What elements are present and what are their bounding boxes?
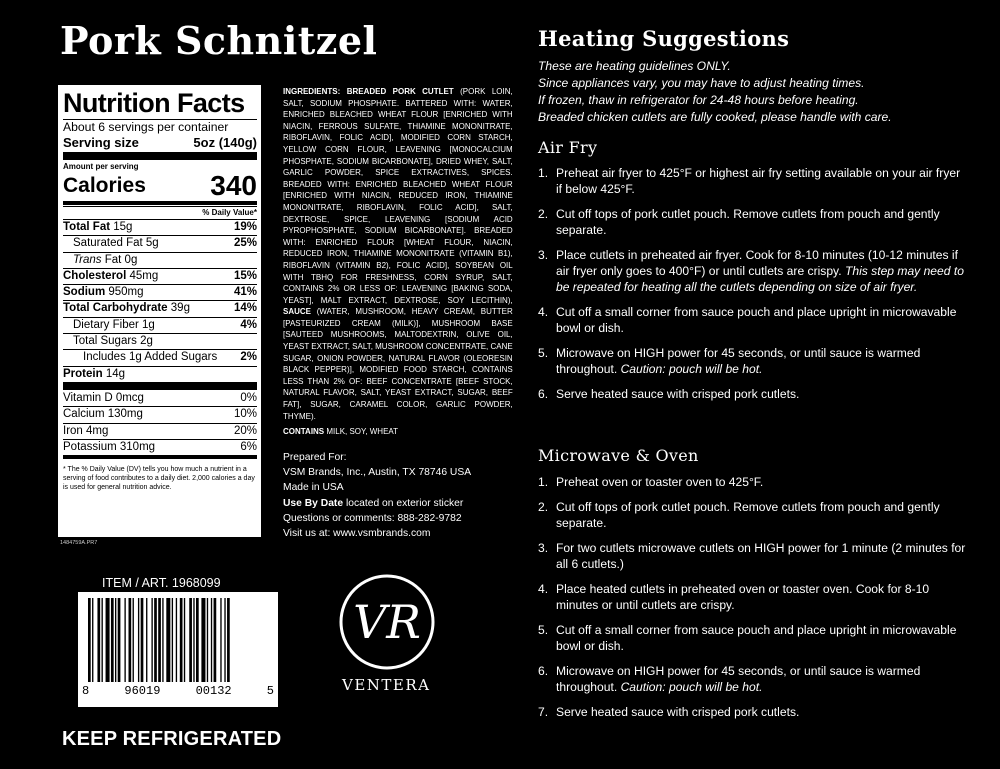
made-in: Made in USA	[283, 482, 344, 494]
daily-value-header: % Daily Value*	[63, 206, 257, 219]
serving-size-label: Serving size	[63, 135, 139, 150]
barcode-bar	[151, 598, 152, 682]
allergen-line	[283, 426, 513, 438]
vitamin-row: Calcium 130mg 10%	[63, 406, 257, 422]
step-number: 2.	[538, 207, 549, 221]
step-text: Place heated cutlets in preheated oven or toaster oven. Cook for 8-10 minutes or until cutlets are crispy.	[556, 582, 930, 612]
vitamin-row: Vitamin D 0mcg 0%	[63, 391, 257, 404]
instruction-step	[538, 581, 968, 613]
step-number: 4.	[538, 582, 549, 596]
barcode-bar	[220, 598, 221, 682]
instruction-step	[538, 474, 968, 490]
step-number: 6.	[538, 387, 549, 401]
air-fry-heading: Air Fry	[538, 138, 598, 157]
barcode-bar	[211, 598, 212, 682]
barcode-bar	[189, 598, 192, 682]
step-text: Serve heated sauce with crisped pork cutlets.	[556, 705, 800, 719]
barcode-bar	[180, 598, 183, 682]
barcode-bar	[97, 598, 100, 682]
prepared-for-block	[283, 450, 471, 541]
instruction-step	[538, 540, 968, 572]
barcode-bar	[196, 598, 199, 682]
step-text: Cut off a small corner from sauce pouch and place upright in microwavable bowl or dish.	[556, 305, 957, 335]
barcode-bar	[227, 598, 230, 682]
barcode-bar	[133, 598, 134, 682]
instruction-step	[538, 386, 968, 402]
barcode-bar	[92, 598, 93, 682]
instruction-step	[538, 499, 968, 531]
step-text: For two cutlets microwave cutlets on HIGH power for 1 minute (2 minutes for all 6 cutlets.)	[556, 541, 966, 571]
label-code: 1484759A.PR7	[60, 540, 98, 546]
step-number: 1.	[538, 166, 549, 180]
step-number: 5.	[538, 346, 549, 360]
instruction-step	[538, 704, 968, 720]
nutrition-facts-title: Nutrition Facts	[63, 88, 245, 118]
brand-monogram: VR	[353, 595, 421, 649]
step-caution: Caution: pouch will be hot.	[620, 362, 763, 376]
instruction-step	[538, 206, 968, 238]
microwave-oven-heading: Microwave & Oven	[538, 446, 699, 465]
step-number: 3.	[538, 541, 549, 555]
sauce-ingredients: (WATER, MUSHROOM, HEAVY CREAM, BUTTER [PASTEURIZED CREAM (MILK)], MUSHROOM BASE [SAUTEED MUSHROOMS, MALTODEXTRIN, OLIVE OIL, YEAST EXTRACT, SALT, MUSHROOM CONCENTRATE, CANE SUGAR, ONION POWDER, NATURAL FLAVOR (OLEORESIN BLACK PEPPER)], MODIFIED FOOD STARCH, CONTAINS LESS THAN 2% OF: BEEF CONCENTRATE [BEEF STOCK, NATURAL FLAVOR, SALT, YEAST EXTRACT, SUGAR, BEEF FAT], SUGAR, CARAMEL COLOR, GARLIC POWDER, THYME).	[283, 306, 513, 421]
microwave-oven-steps	[538, 474, 968, 729]
instruction-step	[538, 622, 968, 654]
step-number: 3.	[538, 248, 549, 262]
servings-per-container: About 6 servings per container	[63, 120, 229, 134]
barcode-bar	[88, 598, 91, 682]
step-text: Microwave on HIGH power for 45 seconds, or until sauce is warmed throughout. Caution: pouch will be hot.	[556, 664, 921, 694]
barcode-bar	[162, 598, 163, 682]
step-caution: This step may need to be repeated for heating all the cutlets depending on size of air fryer.	[556, 264, 964, 294]
barcode	[78, 592, 278, 707]
step-number: 1.	[538, 475, 549, 489]
barcode-bar	[184, 598, 185, 682]
contact-phone: Questions or comments: 888-282-9782	[283, 512, 462, 524]
instruction-step	[538, 304, 968, 336]
step-text: Serve heated sauce with crisped pork cutlets.	[556, 387, 800, 401]
instruction-step	[538, 247, 968, 295]
step-text: Preheat oven or toaster oven to 425°F.	[556, 475, 764, 489]
prepared-for-label: Prepared For:	[283, 452, 347, 463]
calories-label: Calories	[63, 174, 146, 197]
note-line: If frozen, thaw in refrigerator for 24-48 hours before heating.	[538, 93, 859, 107]
daily-value-footnote: * The % Daily Value (DV) tells you how much a nutrient in a serving of food contributes to a daily diet. 2,000 calories a day is used for general nutrition advice.	[63, 466, 255, 492]
barcode-bar	[129, 598, 132, 682]
barcode-bar	[102, 598, 103, 682]
contains-label: CONTAINS	[283, 426, 325, 437]
barcode-bar	[141, 598, 144, 682]
barcode-bar	[118, 598, 121, 682]
nutrition-facts-panel	[58, 85, 261, 537]
step-number: 5.	[538, 623, 549, 637]
cutlet-ingredients: (PORK LOIN, SALT, SODIUM PHOSPHATE. BATTERED WITH: WATER, ENRICHED BLEACHED WHEAT FLOUR [ENRICHED WITH NIACIN, FERROUS SULFATE, THIAMINE MONONITRATE, RIBOFLAVIN, FOLIC ACID], MODIFIED CORN STARCH, YELLOW CORN FLOUR, LEAVENING [MONOCALCIUM PHOSPHATE, SODIUM BICARBONATE], DRIED WHEY, SALT, GARLIC POWDER, SPICE EXTRACTIVES, SPICES. BREADED WITH: ENRICHED BLEACHED WHEAT FLOUR [ENRICHED WITH NIACIN, REDUCED IRON, THIAMINE MONONITRATE, RIBOFLAVIN, FOLIC ACID], SALT, DEXTROSE, SPICE, LEAVENING [SODIUM ACID PYROPHOSPHATE, SODIUM BICARBONATE]. BREADED WITH: ENRICHED FLOUR [WHEAT FLOUR, NIACIN, REDUCED IRON, THIAMINE MONONITRATE (VITAMIN B1), RIBOFLAVIN (VITAMIN B2), FOLIC ACID], SOYBEAN OIL WITH TBHQ FOR FRESHNESS, CORN SYRUP, SALT, CONTAINS 2% OR LESS OF: LEAVENING [BAKING SODA, YEAST], MALT EXTRACT, DEXTROSE, SOY LECITHIN),	[283, 86, 513, 305]
step-text: Microwave on HIGH power for 45 seconds, or until sauce is warmed throughout. Caution: pouch will be hot.	[556, 346, 921, 376]
ingredients-label: INGREDIENTS:	[283, 86, 341, 96]
nutrient-row: Protein 14g	[63, 366, 257, 382]
barcode-bar	[224, 598, 225, 682]
nutrient-row: Dietary Fiber 1g 4%	[63, 317, 257, 333]
barcode-bar	[111, 598, 114, 682]
barcode-bar	[207, 598, 208, 682]
amount-per-serving: Amount per serving	[63, 162, 139, 171]
barcode-bar	[124, 598, 125, 682]
instruction-step	[538, 165, 968, 197]
thick-divider	[63, 382, 257, 390]
brand-name: VENTERA	[342, 676, 431, 694]
step-caution: Caution: pouch will be hot.	[620, 680, 763, 694]
barcode-bar	[214, 598, 217, 682]
heating-notes	[538, 58, 892, 126]
vitamin-row: Iron 4mg 20%	[63, 423, 257, 439]
nutrient-row: Includes 1g Added Sugars 2%	[63, 349, 257, 365]
step-text: Place cutlets in preheated air fryer. Cook for 8-10 minutes (10-12 minutes if air fryer only goes to 400°F) or until cutlets are crispy. This step may need to be repeated for heating all the cutlets depending on size of air fryer.	[556, 248, 964, 294]
barcode-bar	[201, 598, 205, 682]
nutrient-row: Cholesterol 45mg 15%	[63, 268, 257, 284]
barcode-bar	[146, 598, 147, 682]
serving-size-value: 5oz (140g)	[193, 135, 257, 150]
barcode-bar	[115, 598, 116, 682]
calories-row	[63, 172, 257, 200]
item-art-number: ITEM / ART. 1968099	[102, 576, 221, 590]
nutrient-row: Total Fat 15g 19%	[63, 219, 257, 235]
serving-size-row	[63, 135, 257, 150]
nutrient-row: Total Carbohydrate 39g 14%	[63, 300, 257, 316]
note-line: These are heating guidelines ONLY.	[538, 59, 731, 73]
step-text: Cut off tops of pork cutlet pouch. Remove cutlets from pouch and gently separate.	[556, 207, 940, 237]
company-address: VSM Brands, Inc., Austin, TX 78746 USA	[283, 467, 472, 479]
barcode-bar	[158, 598, 161, 682]
calories-value: 340	[210, 170, 257, 201]
nutrient-row: Total Sugars 2g	[63, 333, 257, 349]
keep-refrigerated: KEEP REFRIGERATED	[62, 728, 282, 750]
heating-title: Heating Suggestions	[538, 26, 790, 51]
note-line: Since appliances vary, you may have to adjust heating times.	[538, 76, 865, 90]
cutlet-label: BREADED PORK CUTLET	[346, 86, 454, 96]
step-number: 7.	[538, 705, 549, 719]
vitamin-row: Potassium 310mg 6%	[63, 439, 257, 455]
product-title: Pork Schnitzel	[60, 18, 378, 63]
nutrient-row: Saturated Fat 5g 25%	[63, 235, 257, 251]
barcode-bar	[138, 598, 139, 682]
instruction-step	[538, 663, 968, 695]
thick-divider	[63, 152, 257, 160]
instruction-step	[538, 345, 968, 377]
use-by-line: Use By Date located on exterior sticker	[283, 497, 464, 509]
barcode-bar	[193, 598, 194, 682]
ventera-logo-icon	[337, 572, 437, 672]
barcode-digits: 8 96019 00132 5	[82, 684, 274, 698]
medium-divider	[63, 201, 257, 205]
ingredients-block	[283, 86, 513, 438]
air-fry-steps	[538, 165, 968, 411]
contains-text: MILK, SOY, WHEAT	[326, 426, 399, 437]
nutrient-row: Sodium 950mg 41%	[63, 284, 257, 300]
note-line: Breaded chicken cutlets are fully cooked, please handle with care.	[538, 110, 892, 124]
step-text: Cut off tops of pork cutlet pouch. Remove cutlets from pouch and gently separate.	[556, 500, 940, 530]
barcode-bar	[106, 598, 110, 682]
step-number: 2.	[538, 500, 549, 514]
barcode-bars	[86, 598, 270, 684]
step-number: 4.	[538, 305, 549, 319]
website: Visit us at: www.vsmbrands.com	[283, 528, 431, 540]
medium-divider	[63, 455, 257, 459]
barcode-bar	[176, 598, 177, 682]
barcode-bar	[166, 598, 170, 682]
step-text: Cut off a small corner from sauce pouch and place upright in microwavable bowl or dish.	[556, 623, 957, 653]
step-number: 6.	[538, 664, 549, 678]
nutrient-row: Trans Fat 0g	[63, 252, 257, 268]
barcode-bar	[154, 598, 157, 682]
step-text: Preheat air fryer to 425°F or highest air fry setting available on your air fryer if below 425°F.	[556, 166, 961, 196]
sauce-label: SAUCE	[283, 306, 311, 317]
barcode-bar	[172, 598, 173, 682]
